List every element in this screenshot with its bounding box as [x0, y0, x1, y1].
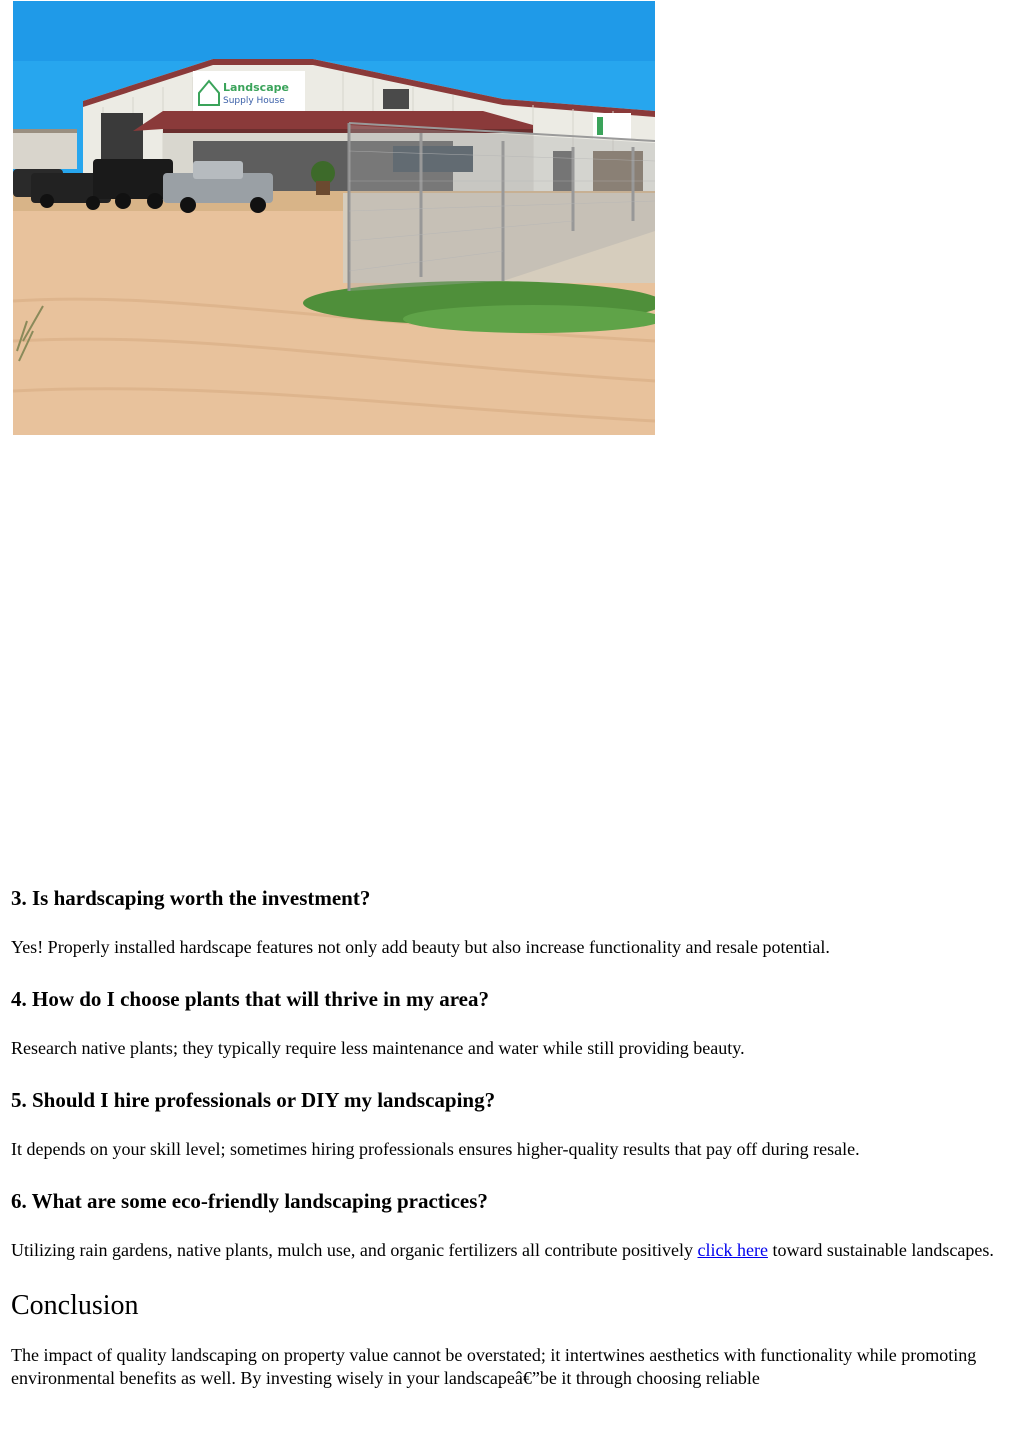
conclusion-heading: Conclusion	[11, 1290, 139, 1321]
faq-answer-6-before: Utilizing rain gardens, native plants, mulch use, and organic fertilizers all contribute positively	[11, 1240, 698, 1260]
faq-question-4: 4. How do I choose plants that will thrive in my area?	[11, 987, 489, 1011]
faq-answer-5: It depends on your skill level; sometimes hiring professionals ensures higher-quality results that pay off during resale.	[11, 1139, 860, 1159]
faq-answer-6-after: toward sustainable landscapes.	[767, 1240, 994, 1260]
faq-content	[11, 884, 1016, 1390]
faq-question-6: 6. What are some eco-friendly landscaping practices?	[11, 1189, 488, 1213]
photo-sign-line1: Landscape	[223, 81, 289, 94]
click-here-link[interactable]: click here	[697, 1240, 768, 1260]
conclusion-text: The impact of quality landscaping on property value cannot be overstated; it intertwines aesthetics with functionality while promoting environmental benefits as well. By investing wisely in your landscapeâ€”be it through choosing reliable	[11, 1345, 977, 1388]
photo-sign-line2: Supply House	[223, 96, 285, 106]
faq-answer-6	[11, 1239, 1016, 1262]
faq-question-3: 3. Is hardscaping worth the investment?	[11, 886, 371, 910]
faq-answer-3: Yes! Properly installed hardscape features not only add beauty but also increase functionality and resale potential.	[11, 937, 830, 957]
faq-question-5: 5. Should I hire professionals or DIY my landscaping?	[11, 1088, 496, 1112]
faq-answer-4: Research native plants; they typically require less maintenance and water while still providing beauty.	[11, 1038, 745, 1058]
landscape-supply-house-photo	[13, 1, 655, 435]
